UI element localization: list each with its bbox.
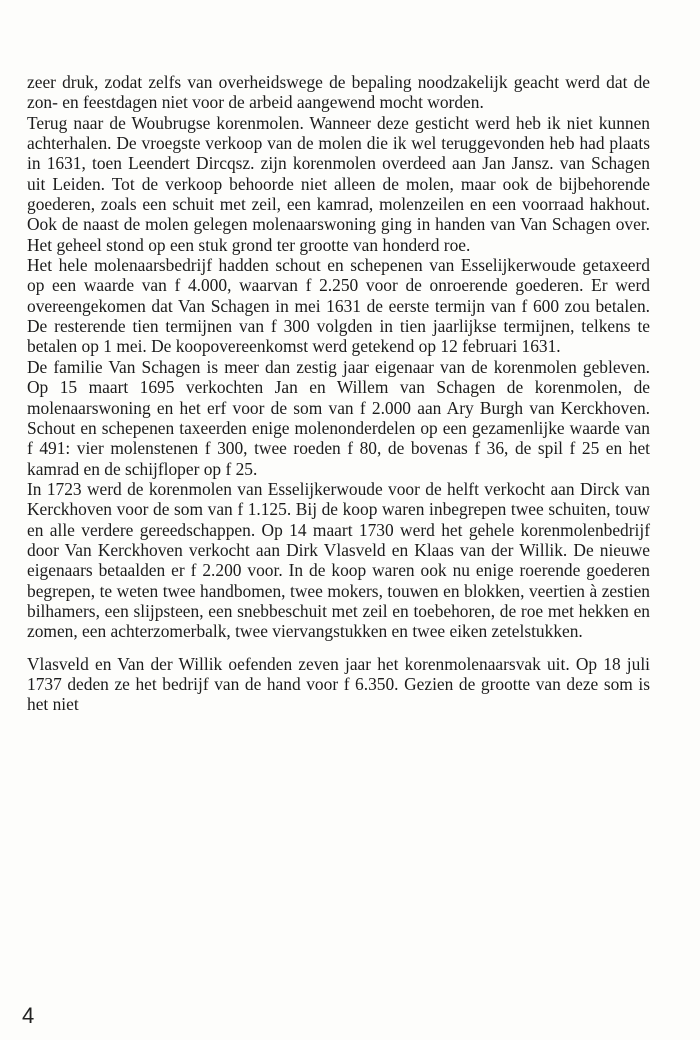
paragraph-5: In 1723 werd de korenmolen van Esselijkerwoude voor de helft verkocht aan Dirck van Kerckhoven voor de som van f 1.125. Bij de koop waren inbegrepen twee schuiten, touw en alle verdere gereedschappen. Op 14 maart 1730 werd het gehele korenmolenbedrijf door Van Kerckhoven verkocht aan Dirk Vlasveld en Klaas van der Willik. De nieuwe eigenaars betaalden er f 2.200 voor. In de koop waren ook nu enige roerende goederen begrepen, te weten twee handbomen, twee mokers, touwen en blokken, veertien à zestien bilhamers, een slijpsteen, een snebbeschuit met zeil en toebehoren, de roe met hekken en zomen, een achterzomerbalk, twee viervangstukken en twee eiken zetelstukken.	[27, 478, 650, 642]
paragraph-1: zeer druk, zodat zelfs van overheidswege de bepaling noodzakelijk geacht werd dat de zon- en feestdagen niet voor de arbeid aangewend mocht worden.	[27, 72, 650, 113]
paragraph-3: Het hele molenaarsbedrijf hadden schout en schepenen van Esselijkerwoude getaxeerd op een waarde van f 4.000, waarvan f 2.250 voor de onroerende goederen. Er werd overeengekomen dat Van Schagen in mei 1631 de eerste termijn van f 600 zou betalen. De resterende tien termijnen van f 300 volgden in tien jaarlijkse termijnen, telkens te betalen op 1 mei. De koopovereenkomst werd getekend op 12 februari 1631.	[27, 255, 650, 357]
page-number: 4	[22, 1003, 35, 1028]
paragraph-6: Vlasveld en Van der Willik oefenden zeven jaar het korenmolenaarsvak uit. Op 18 juli 1737 deden ze het bedrijf van de hand voor f 6.350. Gezien de grootte van deze som is het niet	[27, 653, 650, 715]
body-text	[27, 72, 650, 715]
paragraph-4: De familie Van Schagen is meer dan zestig jaar eigenaar van de korenmolen gebleven. Op 15 maart 1695 verkochten Jan en Willem van Schagen de korenmolen, de molenaarswoning en het erf voor de som van f 2.000 aan Ary Burgh van Kerckhoven. Schout en schepenen taxeerden enige molenonderdelen op een gezamenlijke waarde van f 491: vier molenstenen f 300, twee roeden f 80, de bovenas f 36, de spil f 25 en het kamrad en de schijfloper op f 25.	[27, 356, 650, 479]
paragraph-2: Terug naar de Woubrugse korenmolen. Wanneer deze gesticht werd heb ik niet kunnen achterhalen. De vroegste verkoop van de molen die ik wel teruggevonden heb had plaats in 1631, toen Leendert Dircqsz. zijn korenmolen overdeed aan Jan Jansz. van Schagen uit Leiden. Tot de verkoop behoorde niet alleen de molen, maar ook de bijbehorende goederen, zoals een schuit met zeil, een kamrad, molenzeilen en een voorraad hakhout. Ook de naast de molen gelegen molenaarswoning ging in handen van Van Schagen over. Het geheel stond op een stuk grond ter grootte van honderd roe.	[27, 112, 650, 255]
